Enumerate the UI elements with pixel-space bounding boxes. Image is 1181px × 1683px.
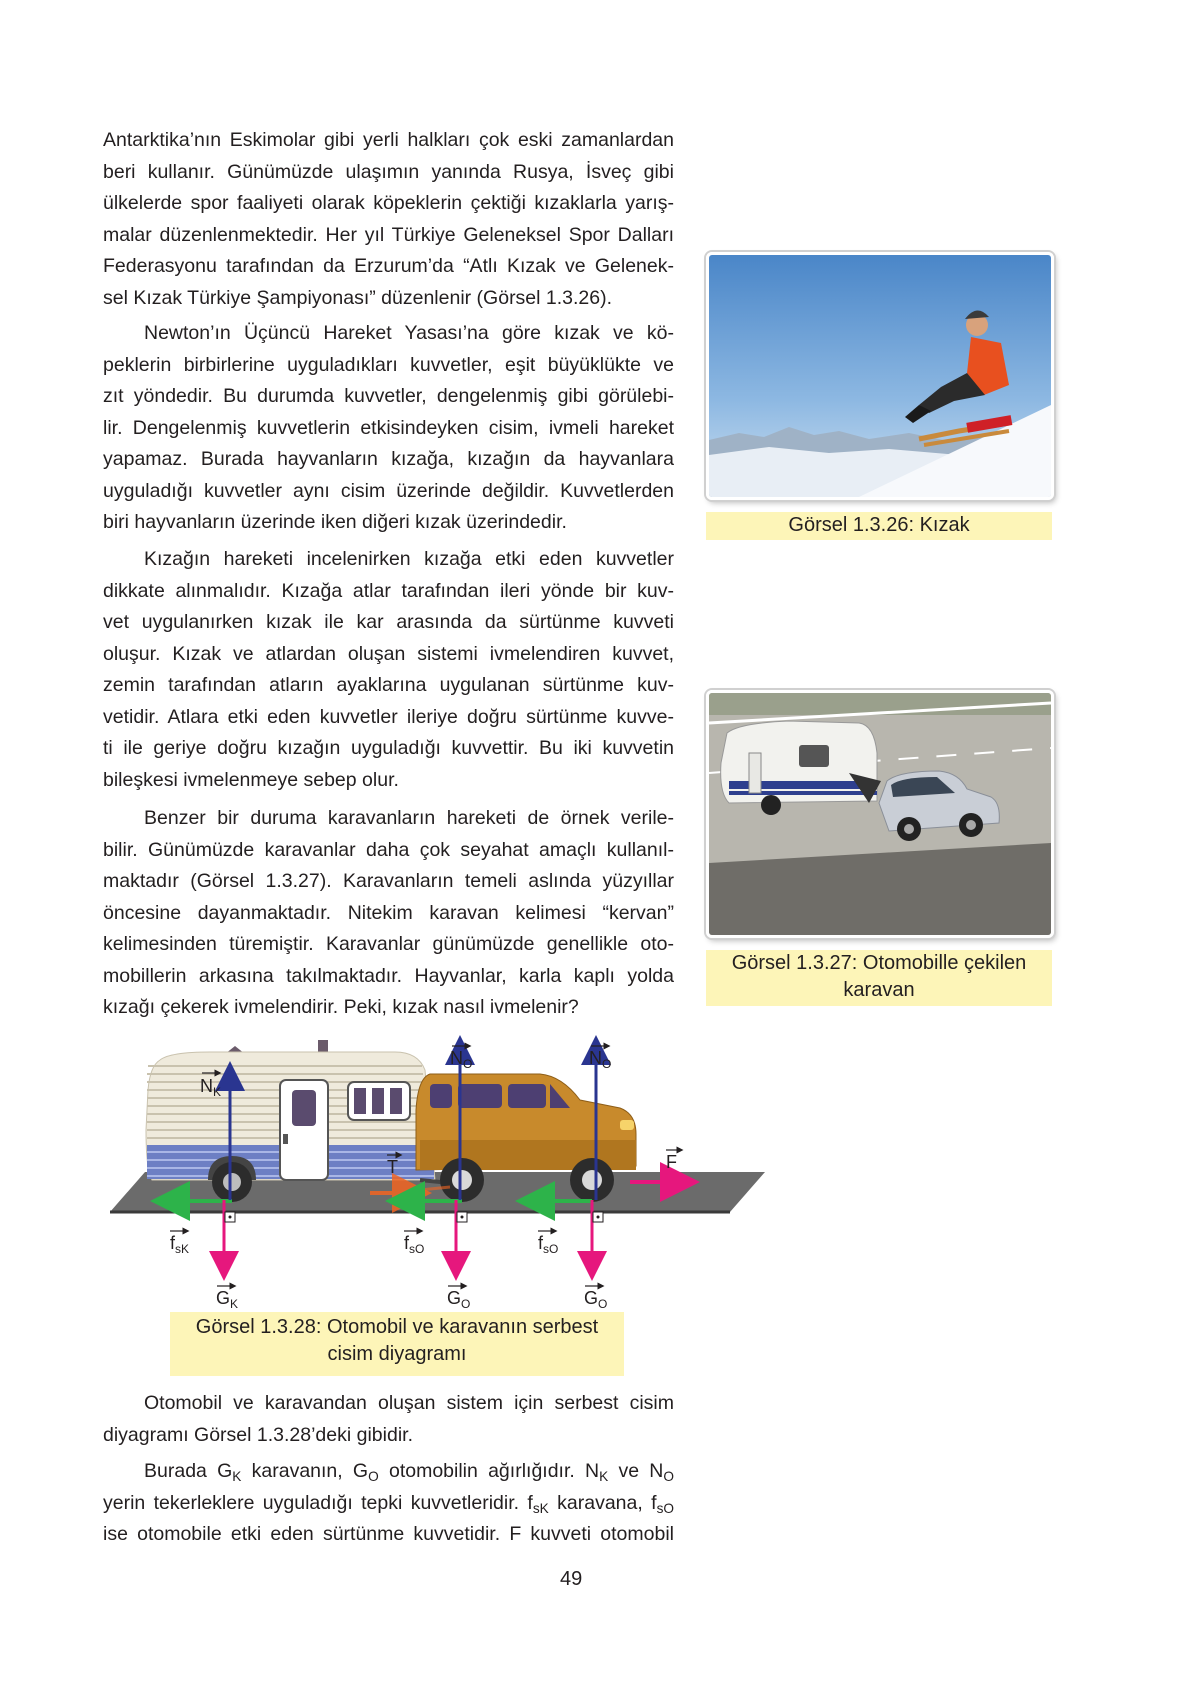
text-line: vetidir. Atlara etki eden kuvvetler ileriye doğru sürtünme kuvve- <box>103 705 674 728</box>
text-line: sel Kızak Türkiye Şampiyonası” düzenlenir (Görsel 1.3.26). <box>103 286 613 309</box>
text-line: ise otomobile etki eden sürtünme kuvvetidir. F kuvveti otomobil <box>103 1523 674 1545</box>
text-line: zıt yöndedir. Bu durumda kuvvetler, dengelenmiş gibi görülebi- <box>103 385 674 407</box>
text-line: beri kullanır. Günümüzde ulaşımın yanında Rusya, İsveç gibi <box>103 160 674 183</box>
text-line: dikkate alınmalıdır. Kızağa atlar tarafından ileri yönde bir kuv- <box>103 579 674 602</box>
diagram-caption: Görsel 1.3.28: Otomobil ve karavanın serbest cisim diyagramı <box>170 1312 624 1376</box>
text-line: biri hayvanların üzerinde iken diğeri kızak üzerindedir. <box>103 511 567 533</box>
label-F <box>666 1150 680 1172</box>
svg-text:fsO: $f_{sO}$ <box>404 1233 425 1256</box>
label-N-O-1 <box>450 1046 472 1071</box>
sled-photo <box>706 252 1054 500</box>
text-line: Otomobil ve karavandan oluşan sistem için serbest cisim <box>144 1392 674 1414</box>
label-G-O-2 <box>584 1286 607 1311</box>
text-line: Burada $G_K$ karavanın, $G_O$ otomobilin ağırlığıdır. $N_K$ ve $N_O$ <box>144 1460 675 1484</box>
text-line: lir. Dengelenmiş kuvvetlerin etkisindeyken cisim, ivmeli hareket <box>103 416 674 439</box>
paragraph-6 <box>103 1456 674 1551</box>
text-line: ülkelerde spor faaliyeti olarak köpeklerin çektiği kızaklarla yarış- <box>103 192 674 214</box>
text-line: vet uygulanırken kızak ile kar arasında da sürtünme kuvveti <box>103 611 674 633</box>
svg-text:F: F <box>666 1152 677 1172</box>
caravan-trailer <box>721 721 877 815</box>
free-body-diagram <box>100 1030 780 1320</box>
text-line: mobillerin arkasına takılmaktadır. Hayvanlar, karla kaplı yolda <box>103 964 674 987</box>
svg-text:NO: $N_O$ <box>589 1048 612 1071</box>
svg-text:fsK: $f_{sK}$ <box>170 1233 190 1256</box>
label-f-sO-1 <box>404 1231 424 1256</box>
svg-text:T: T <box>387 1157 398 1177</box>
paragraph-2 <box>103 318 674 539</box>
svg-text:GO: $G_O$ <box>584 1288 608 1311</box>
text-line: Federasyonu tarafından da Erzurum’da “Atlı Kızak ve Gelenek- <box>103 255 674 277</box>
text-line: Benzer bir duruma karavanların hareketi de örnek verile- <box>144 807 674 829</box>
sled-caption: Görsel 1.3.26: Kızak <box>706 512 1052 540</box>
label-N-O-2 <box>589 1046 611 1071</box>
text-line: kelimesinden türemiştir. Karavanlar günümüzde genellikle oto- <box>103 933 674 955</box>
text-line: malar düzenlenmektedir. Her yıl Türkiye Geleneksel Spor Dalları <box>103 223 674 246</box>
text-line: bilir. Günümüzde karavanlar daha çok seyahat amaçlı kullanıl- <box>103 838 674 861</box>
text-line: öncesine dayanmaktadır. Nitekim karavan kelimesi “kervan” <box>103 901 674 924</box>
paragraph-5 <box>103 1388 674 1451</box>
text-line: uyguladığı kuvvetler aynı cisim üzerinde değildir. Kuvvetlerden <box>103 479 674 502</box>
text-line: peklerin birbirlerine uyguladıkları kuvvetler, eşit büyüklükte ve <box>103 353 674 376</box>
text-line: bileşkesi ivmelenmeye sebep olur. <box>103 768 399 791</box>
svg-text:NK: $N_K$ <box>200 1076 222 1099</box>
text-line: yerin tekerleklere uyguladığı tepki kuvvetleridir. $f_{sK}$ karavana, $f_{sO}$ <box>103 1491 675 1516</box>
text-line: Antarktika’nın Eskimolar gibi yerli halkları çok eski zamanlardan <box>103 129 674 151</box>
text-line: oluşur. Kızak ve atlardan oluşan sistemi ivmelendiren kuvvet, <box>103 642 674 665</box>
text-line: zemin tarafından atların ayaklarına uygulanan sürtünme kuv- <box>103 674 674 696</box>
text-line: maktadır (Görsel 1.3.27). Karavanların temeli aslında yüzyıllar <box>103 870 674 892</box>
label-f-sK <box>170 1231 189 1256</box>
text-line: yapamaz. Burada hayvanların kızağa, kızağın da hayvanlara <box>103 448 674 470</box>
page-number: 49 <box>560 1568 583 1590</box>
caravan-photo <box>706 690 1054 938</box>
text-line: Kızağın hareketi incelenirken kızağa etki eden kuvvetler <box>144 548 674 570</box>
svg-text:GO: $G_O$ <box>447 1288 471 1311</box>
svg-text:fsO: $f_{sO}$ <box>538 1233 559 1256</box>
text-line: diyagramı Görsel 1.3.28’deki gibidir. <box>103 1423 413 1446</box>
caravan-illustration <box>146 1040 460 1202</box>
paragraph-4 <box>103 803 674 1024</box>
svg-text:GK: $G_K$ <box>216 1288 239 1311</box>
paragraph-1 <box>103 125 674 314</box>
text-line: Newton’ın Üçüncü Hareket Yasası’na göre kızak ve kö- <box>144 322 674 344</box>
caravan-caption: Görsel 1.3.27: Otomobille çekilen karavan <box>706 950 1052 1006</box>
svg-text:NO: $N_O$ <box>450 1048 473 1071</box>
label-G-O-1 <box>447 1286 470 1311</box>
label-T <box>387 1155 399 1177</box>
text-line: ti ile geriye doğru kızağın uyguladığı kuvvettir. Bu iki kuvvetin <box>103 737 674 759</box>
label-G-K <box>216 1286 238 1311</box>
text-line: kızağı çekerek ivmelendirir. Peki, kızak nasıl ivmelenir? <box>103 996 579 1018</box>
label-f-sO-2 <box>538 1231 558 1256</box>
paragraph-3 <box>103 544 674 796</box>
